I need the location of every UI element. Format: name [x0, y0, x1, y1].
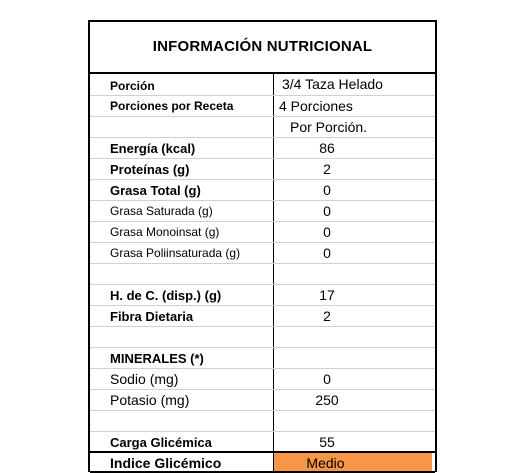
table-row	[90, 432, 435, 453]
row-value: Por Porción.	[273, 117, 435, 137]
row-label: Grasa Total (g)	[110, 183, 201, 198]
table-row	[90, 201, 435, 222]
row-label: Sodio (mg)	[110, 371, 179, 387]
row-label: Proteínas (g)	[110, 162, 190, 177]
row-value	[273, 327, 435, 347]
row-value	[273, 264, 435, 284]
row-label: Carga Glicémica	[110, 435, 212, 450]
table-row-spacer	[90, 411, 435, 432]
table-row	[90, 180, 435, 201]
table-row	[90, 348, 435, 369]
row-label: Grasa Poliinsaturada (g)	[110, 246, 241, 260]
row-label	[110, 411, 270, 431]
row-value: 0	[273, 201, 435, 221]
row-label: Grasa Saturada (g)	[110, 204, 213, 218]
table-row	[90, 285, 435, 306]
row-value	[273, 348, 435, 368]
row-label	[110, 327, 270, 347]
glycemic-index-badge: Medio	[273, 453, 432, 471]
row-label: MINERALES (*)	[110, 351, 204, 366]
row-value: 0	[273, 180, 435, 200]
row-label: Energía (kcal)	[110, 141, 196, 156]
row-value: 4 Porciones	[273, 96, 435, 116]
row-label	[110, 117, 270, 137]
row-value: 0	[273, 222, 435, 242]
table-row-spacer	[90, 264, 435, 285]
row-label: H. de C. (disp.) (g)	[110, 288, 222, 303]
table-row	[90, 243, 435, 264]
row-label: Potasio (mg)	[110, 392, 190, 408]
row-label: Fibra Dietaria	[110, 309, 194, 324]
panel-title: INFORMACIÓN NUTRICIONAL	[90, 22, 435, 74]
table-row	[90, 159, 435, 180]
row-value: 0	[273, 243, 435, 263]
table-row	[90, 138, 435, 159]
row-label: Indice Glicémico	[110, 455, 222, 471]
nutrition-table	[90, 72, 435, 473]
table-row	[90, 369, 435, 390]
table-row-highlight	[90, 453, 435, 473]
row-value: 86	[273, 138, 435, 158]
row-value	[273, 411, 435, 431]
row-label: Porción	[110, 79, 155, 93]
row-value: 250	[273, 390, 435, 410]
row-label	[110, 264, 270, 284]
row-value: 17	[273, 285, 435, 305]
row-value: 3/4 Taza Helado	[273, 72, 435, 95]
table-row	[90, 117, 435, 138]
table-row	[90, 306, 435, 327]
row-label: Porciones por Receta	[110, 99, 234, 113]
table-row	[90, 72, 435, 96]
table-row	[90, 390, 435, 411]
table-row	[90, 222, 435, 243]
row-value: 2	[273, 159, 435, 179]
row-value: 55	[273, 432, 435, 451]
row-label: Grasa Monoinsat (g)	[110, 225, 220, 239]
nutrition-panel	[88, 20, 437, 472]
table-row-spacer	[90, 327, 435, 348]
row-value: 2	[273, 306, 435, 326]
table-row	[90, 96, 435, 117]
row-value: 0	[273, 369, 435, 389]
